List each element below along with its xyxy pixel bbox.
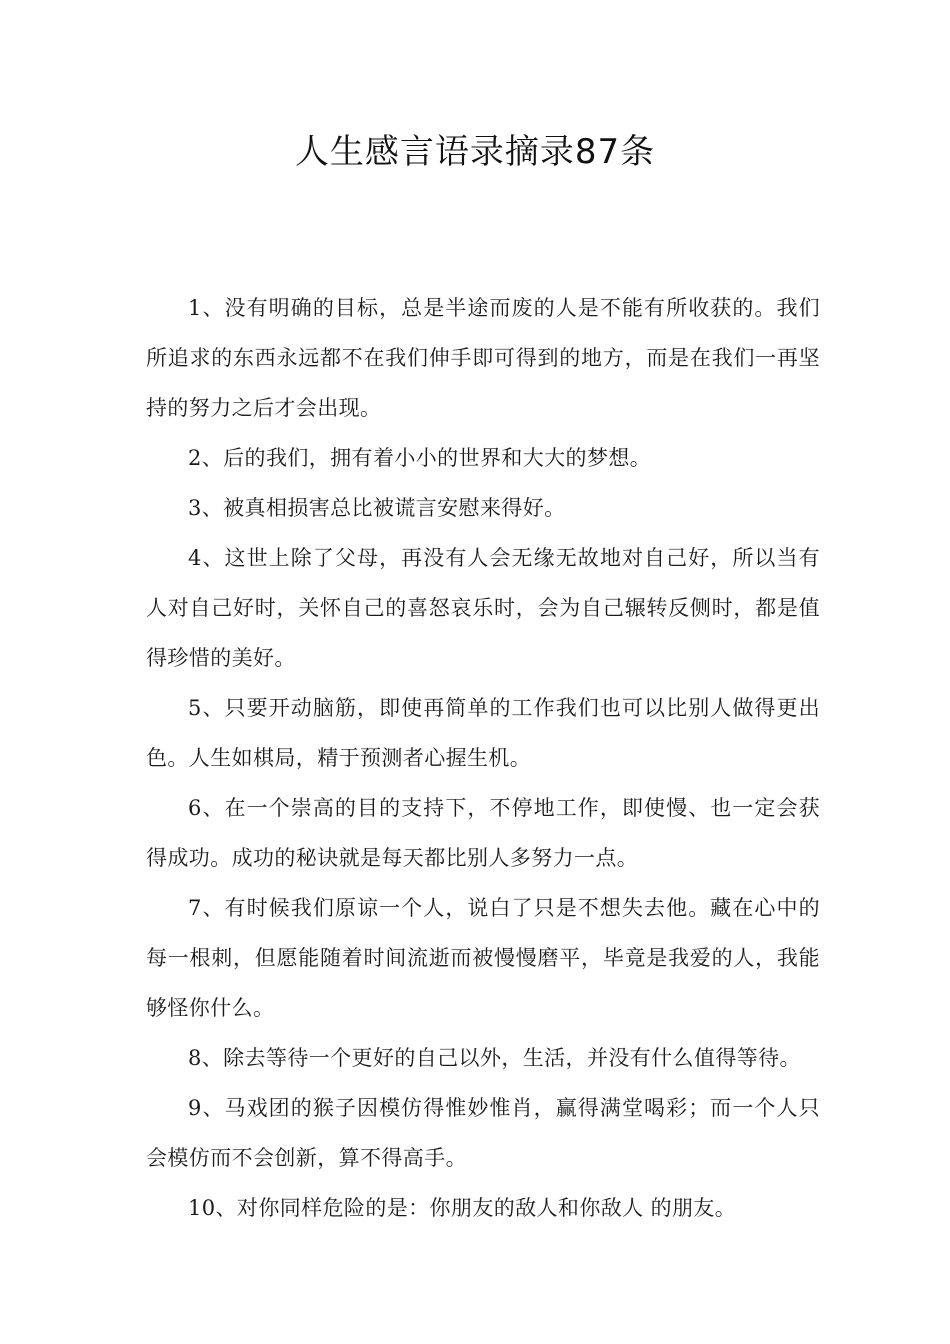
paragraph-9: 9、马戏团的猴子因模仿得惟妙惟肖，赢得满堂喝彩；而一个人只会模仿而不会创新，算不得高手。 bbox=[146, 1096, 820, 1170]
paragraph-6: 6、在一个崇高的目的支持下，不停地工作，即使慢、也一定会获得成功。成功的秘诀就是每天都比别人多努力一点。 bbox=[146, 796, 820, 870]
document-title: 人生感言语录摘录87条 bbox=[294, 132, 656, 172]
paragraph-2: 2、后的我们，拥有着小小的世界和大大的梦想。 bbox=[188, 446, 652, 470]
paragraph-7: 7、有时候我们原谅一个人，说白了只是不想失去他。藏在心中的每一根刺，但愿能随着时间流逝而被慢慢磨平，毕竟是我爱的人，我能够怪你什么。 bbox=[146, 896, 820, 1020]
document-body bbox=[146, 283, 820, 1233]
paragraph-1: 1、没有明确的目标，总是半途而废的人是不能有所收获的。我们所追求的东西永远都不在我们伸手即可得到的地方，而是在我们一再坚持的努力之后才会出现。 bbox=[146, 296, 820, 420]
paragraph-5: 5、只要开动脑筋，即使再简单的工作我们也可以比别人做得更出色。人生如棋局，精于预测者心握生机。 bbox=[146, 696, 820, 770]
paragraph-3: 3、被真相损害总比被谎言安慰来得好。 bbox=[188, 496, 566, 520]
paragraph-8: 8、除去等待一个更好的自己以外，生活，并没有什么值得等待。 bbox=[188, 1046, 801, 1070]
paragraph-4: 4、这世上除了父母，再没有人会无缘无故地对自己好，所以当有人对自己好时，关怀自己的喜怒哀乐时，会为自己辗转反侧时，都是值得珍惜的美好。 bbox=[146, 546, 820, 670]
paragraph-10: 10、对你同样危险的是：你朋友的敌人和你敌人 的朋友。 bbox=[188, 1196, 737, 1220]
